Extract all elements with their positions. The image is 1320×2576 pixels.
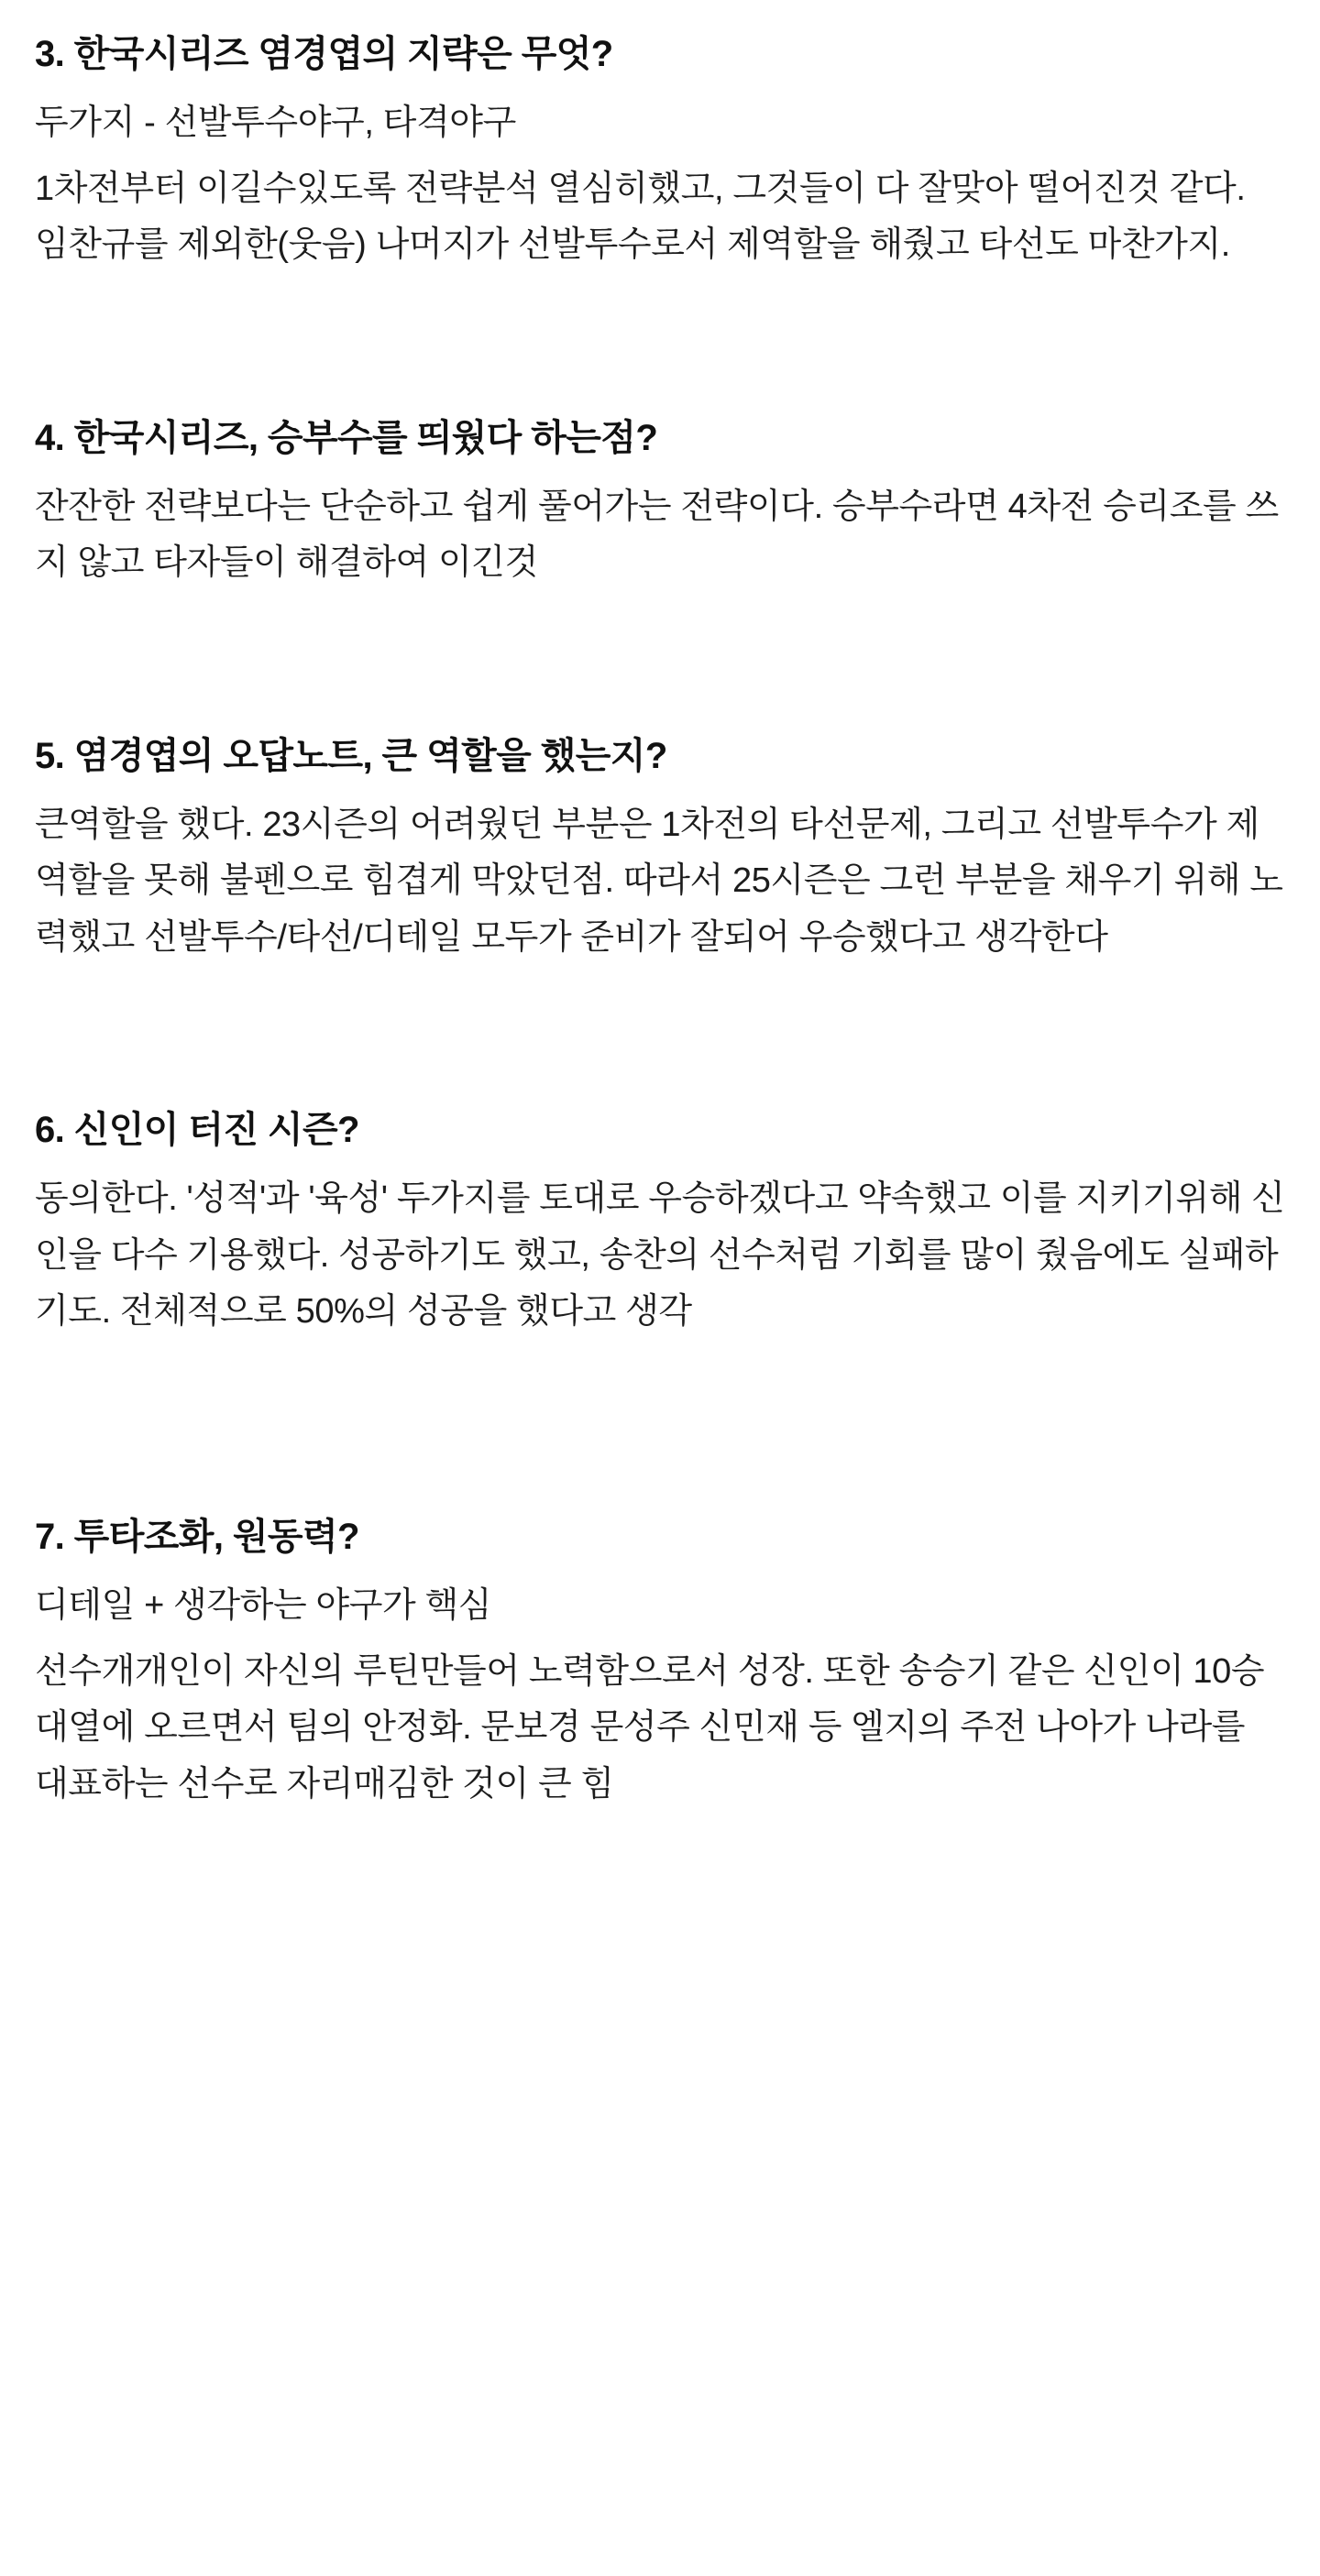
qa-block-6 [35,1103,1285,1341]
question-heading: 5. 염경엽의 오답노트, 큰 역할을 했는지? [35,735,667,776]
question-heading: 3. 한국시리즈 염경엽의 지략은 무엇? [35,34,613,74]
qa-block-7 [35,1510,1285,1813]
answer-paragraph: 잔잔한 전략보다는 단순하고 쉽게 풀어가는 전략이다. 승부수라면 4차전 승리조를 쓰지 않고 타자들이 해결하여 이긴것 [35,487,1279,583]
answer-paragraph: 디테일 + 생각하는 야구가 핵심 [35,1586,492,1626]
question-heading: 7. 투타조화, 원동력? [35,1517,359,1558]
section-spacer [35,1341,1285,1510]
answer-paragraph: 1차전부터 이길수있도록 전략분석 열심히했고, 그것들이 다 잘맞아 떨어진것 같다. 임찬규를 제외한(웃음) 나머지가 선발투수로서 제역할을 해줬고 타선도 마찬가지. [35,169,1246,265]
section-spacer [35,966,1285,1103]
question-heading: 4. 한국시리즈, 승부수를 띄웠다 하는점? [35,417,658,458]
section-spacer [35,274,1285,411]
qa-block-3 [35,27,1285,274]
answer-paragraph: 큰역할을 했다. 23시즌의 어려웠던 부분은 1차전의 타선문제, 그리고 선발투수가 제역할을 못해 불펜으로 힘겹게 막았던점. 따라서 25시즌은 그런 부분을 채우기 위해 노력했고 선발투수/타선/디테일 모두가 준비가 잘되어 우승했다고 생각한다 [35,805,1283,957]
answer-paragraph: 두가지 - 선발투수야구, 타격야구 [35,104,516,142]
question-heading: 6. 신인이 터진 시즌? [35,1110,359,1151]
qa-block-4 [35,411,1285,592]
answer-paragraph: 선수개개인이 자신의 루틴만들어 노력함으로서 성장. 또한 송승기 같은 신인이 10승대열에 오르면서 팀의 안정화. 문보경 문성주 신민재 등 엘지의 주전 나아가 나라를 대표하는 선수로 자리매김한 것이 큰 힘 [35,1651,1265,1803]
qa-block-5 [35,729,1285,967]
answer-paragraph: 동의한다. '성적'과 '육성' 두가지를 토대로 우승하겠다고 약속했고 이를 지키기위해 신인을 다수 기용했다. 성공하기도 했고, 송찬의 선수처럼 기회를 많이 줬음에도 실패하기도. 전체적으로 50%의 성공을 했다고 생각 [35,1179,1285,1332]
section-spacer [35,592,1285,729]
